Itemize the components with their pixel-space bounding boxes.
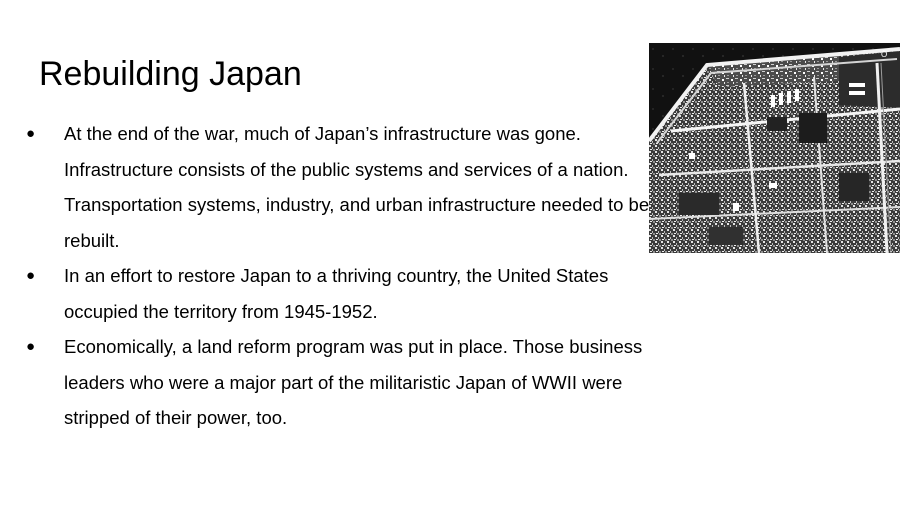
slide-title: Rebuilding Japan bbox=[39, 55, 302, 93]
bullet-dot-icon: ● bbox=[26, 125, 36, 142]
bullet-item bbox=[26, 258, 666, 329]
bullet-list bbox=[26, 116, 666, 436]
bullet-text: In an effort to restore Japan to a thriving country, the United States occupied the territory from 1945-1952. bbox=[64, 265, 609, 322]
bullet-item bbox=[26, 329, 666, 436]
bullet-dot-icon: ● bbox=[26, 338, 36, 355]
burned-block bbox=[767, 117, 787, 131]
burned-block bbox=[799, 113, 827, 143]
burned-block bbox=[679, 193, 719, 215]
burned-block bbox=[709, 227, 743, 245]
aerial-photo bbox=[649, 43, 900, 253]
bullet-item bbox=[26, 116, 666, 258]
burned-block bbox=[839, 173, 869, 201]
bullet-dot-icon: ● bbox=[26, 267, 36, 284]
photo-corner-mark: Ö bbox=[881, 50, 888, 59]
bullet-text: Economically, a land reform program was put in place. Those business leaders who were a major part of the militaristic Japan of WWII were stripped of their power, too. bbox=[64, 336, 643, 428]
bullet-text: At the end of the war, much of Japan’s infrastructure was gone. Infrastructure consists of the public systems and services of a nation. Transportation systems, industry, and urban infrastructure needed to be rebuilt. bbox=[64, 123, 650, 251]
